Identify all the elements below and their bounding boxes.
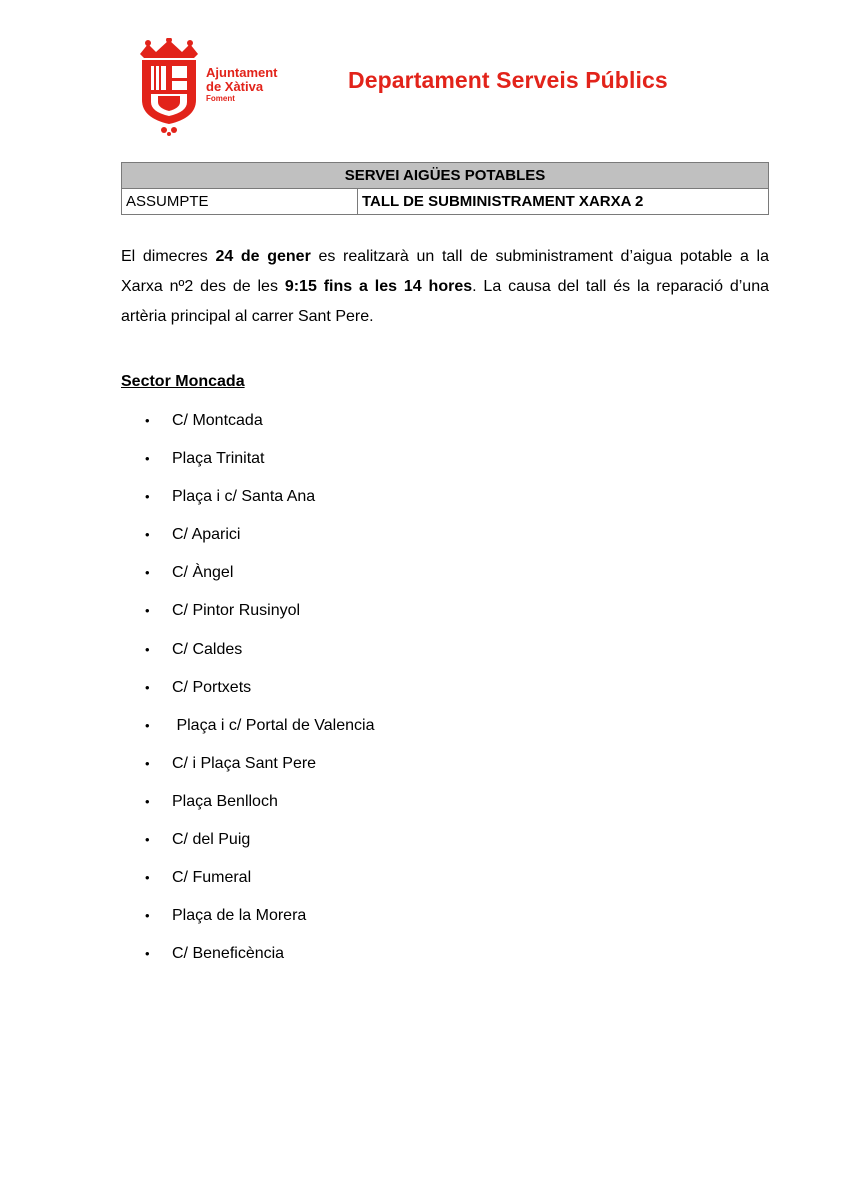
notice-paragraph [121,242,769,332]
notice-text-2: es realitzarà un tall de subministrament d’aigua potable a la Xarxa nº2 des de les [121,248,769,295]
list-item [145,897,374,935]
street-name: C/ Portxets [172,678,252,696]
bullet-icon: • [145,451,150,467]
street-name: Plaça i c/ Santa Ana [172,488,316,506]
service-name-cell: SERVEI AIGÜES POTABLES [122,163,769,189]
notice-date: 24 de gener [215,248,311,265]
street-name: Plaça Benlloch [172,792,278,810]
street-name: C/ Pintor Rusinyol [172,602,301,620]
list-item [145,669,374,707]
list-item [145,592,374,630]
list-item [145,478,374,516]
department-title: Departament Serveis Públics [348,67,668,93]
org-name-line3: Foment [206,94,235,104]
bullet-icon: • [145,908,150,924]
bullet-icon: • [145,527,150,543]
bullet-icon: • [145,946,150,962]
bullet-icon: • [145,755,150,771]
list-item [145,516,374,554]
service-info-table [121,162,769,215]
bullet-icon: • [145,870,150,886]
street-name: C/ i Plaça Sant Pere [172,754,317,772]
bullet-icon: • [145,717,150,733]
bullet-icon: • [145,489,150,505]
list-item [145,440,374,478]
list-item [145,745,374,783]
street-name: Plaça Trinitat [172,450,265,468]
bullet-icon: • [145,565,150,581]
org-name [206,66,278,104]
notice-text-1: El dimecres [121,248,216,265]
street-name: C/ del Puig [172,831,251,849]
bullet-icon: • [145,832,150,848]
list-item [145,821,374,859]
list-item [145,859,374,897]
street-list [145,402,374,973]
bullet-icon: • [145,603,150,619]
list-item [145,402,374,440]
letterhead [0,0,849,150]
xativa-coat-of-arms-icon [134,38,204,136]
bullet-icon: • [145,413,150,428]
notice-time: 9:15 fins a les 14 hores [284,278,473,295]
street-name: Plaça de la Morera [172,907,307,925]
street-name: C/ Beneficència [172,945,285,963]
list-item [145,631,374,669]
bullet-icon: • [145,679,150,695]
street-name: C/ Caldes [172,640,243,658]
street-name: Plaça i c/ Portal de Valencia [172,716,375,734]
list-item [145,935,374,973]
org-name-line1: Ajuntament [206,65,278,80]
list-item [145,783,374,821]
list-item [145,554,374,592]
org-name-line2: de Xàtiva [206,78,264,94]
notice-text-3: . La causa del tall és la reparació d’una artèria principal al carrer Sant Pere. [121,278,769,325]
bullet-icon: • [145,641,150,657]
sector-title: Sector Moncada [121,373,245,390]
street-name: C/ Fumeral [172,869,252,887]
bullet-icon: • [145,793,150,809]
street-name: C/ Aparici [172,526,241,544]
subject-label-cell: ASSUMPTE [122,189,358,215]
street-name: C/ Àngel [172,564,234,582]
street-name: C/ Montcada [172,412,263,429]
subject-value-cell: TALL DE SUBMINISTRAMENT XARXA 2 [358,189,769,215]
list-item [145,707,374,745]
